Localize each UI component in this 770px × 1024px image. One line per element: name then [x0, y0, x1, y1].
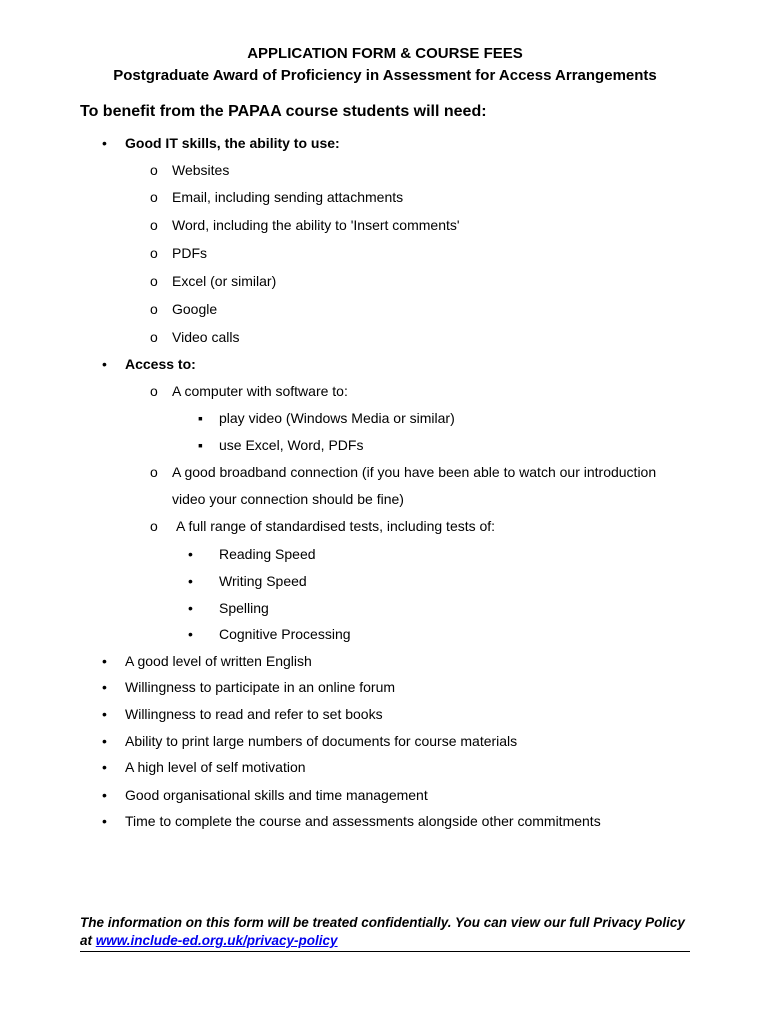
sub-sub-list-item: Reading Speed — [219, 546, 316, 562]
circle-marker: o — [150, 273, 158, 289]
sub-list-item: Excel (or similar) — [172, 273, 277, 289]
bullet-marker: • — [102, 706, 107, 722]
bullet-marker: • — [102, 759, 107, 775]
sub-list-item: A computer with software to: — [172, 383, 348, 399]
bullet-marker: • — [102, 135, 107, 151]
sub-list-item: Word, including the ability to 'Insert comments' — [172, 217, 460, 233]
sub-list-item: A good broadband connection (if you have been able to watch our introduction — [172, 464, 657, 480]
list-item: Good organisational skills and time management — [125, 787, 428, 803]
bullet-marker: • — [188, 626, 193, 642]
privacy-notice-text: The information on this form will be treated confidentially. You can view our full Privacy Policy — [80, 915, 685, 930]
section-heading: To benefit from the PAPAA course students will need: — [80, 103, 487, 120]
circle-marker: o — [150, 383, 158, 399]
privacy-policy-link[interactable]: www.include-ed.org.uk/privacy-policy — [95, 933, 338, 948]
sub-sub-list-item: Writing Speed — [219, 573, 307, 589]
sub-sub-list-item: play video (Windows Media or similar) — [219, 410, 455, 426]
sub-list-item: Websites — [172, 162, 230, 178]
circle-marker: o — [150, 217, 158, 233]
list-item: Willingness to read and refer to set books — [125, 706, 383, 722]
list-item: Ability to print large numbers of documents for course materials — [125, 733, 518, 749]
sub-sub-list-item: Cognitive Processing — [219, 626, 351, 642]
bullet-marker: • — [102, 653, 107, 669]
sub-sub-list-item: use Excel, Word, PDFs — [219, 437, 364, 453]
page-title: APPLICATION FORM & COURSE FEES — [247, 45, 523, 62]
bullet-marker: • — [188, 573, 193, 589]
list-item: Time to complete the course and assessments alongside other commitments — [125, 813, 601, 829]
sub-list-item: Google — [172, 301, 218, 317]
bullet-marker: • — [102, 356, 107, 372]
sub-list-item: A full range of standardised tests, including tests of: — [176, 518, 496, 534]
list-item-it-skills: Good IT skills, the ability to use: — [125, 135, 340, 151]
sub-list-item: PDFs — [172, 245, 207, 261]
list-item: A good level of written English — [125, 653, 312, 669]
square-marker: ▪ — [198, 437, 203, 453]
list-item: Willingness to participate in an online forum — [125, 679, 396, 695]
bullet-marker: • — [188, 600, 193, 616]
circle-marker: o — [150, 518, 158, 534]
page-subtitle: Postgraduate Award of Proficiency in Assessment for Access Arrangements — [113, 67, 657, 84]
list-item-access: Access to: — [125, 356, 196, 372]
bullet-marker: • — [102, 679, 107, 695]
circle-marker: o — [150, 245, 158, 261]
bullet-marker: • — [102, 813, 107, 829]
list-item: A high level of self motivation — [125, 759, 306, 775]
bullet-marker: • — [102, 733, 107, 749]
square-marker: ▪ — [198, 410, 203, 426]
circle-marker: o — [150, 464, 158, 480]
sub-list-item: Email, including sending attachments — [172, 189, 404, 205]
circle-marker: o — [150, 189, 158, 205]
circle-marker: o — [150, 329, 158, 345]
sub-sub-list-item: Spelling — [219, 600, 269, 616]
bullet-marker: • — [188, 546, 193, 562]
privacy-notice-at: at — [80, 933, 96, 948]
circle-marker: o — [150, 301, 158, 317]
sub-list-item: Video calls — [172, 329, 240, 345]
privacy-notice — [80, 914, 690, 952]
circle-marker: o — [150, 162, 158, 178]
sub-list-item-continued: video your connection should be fine) — [172, 491, 404, 507]
bullet-marker: • — [102, 787, 107, 803]
